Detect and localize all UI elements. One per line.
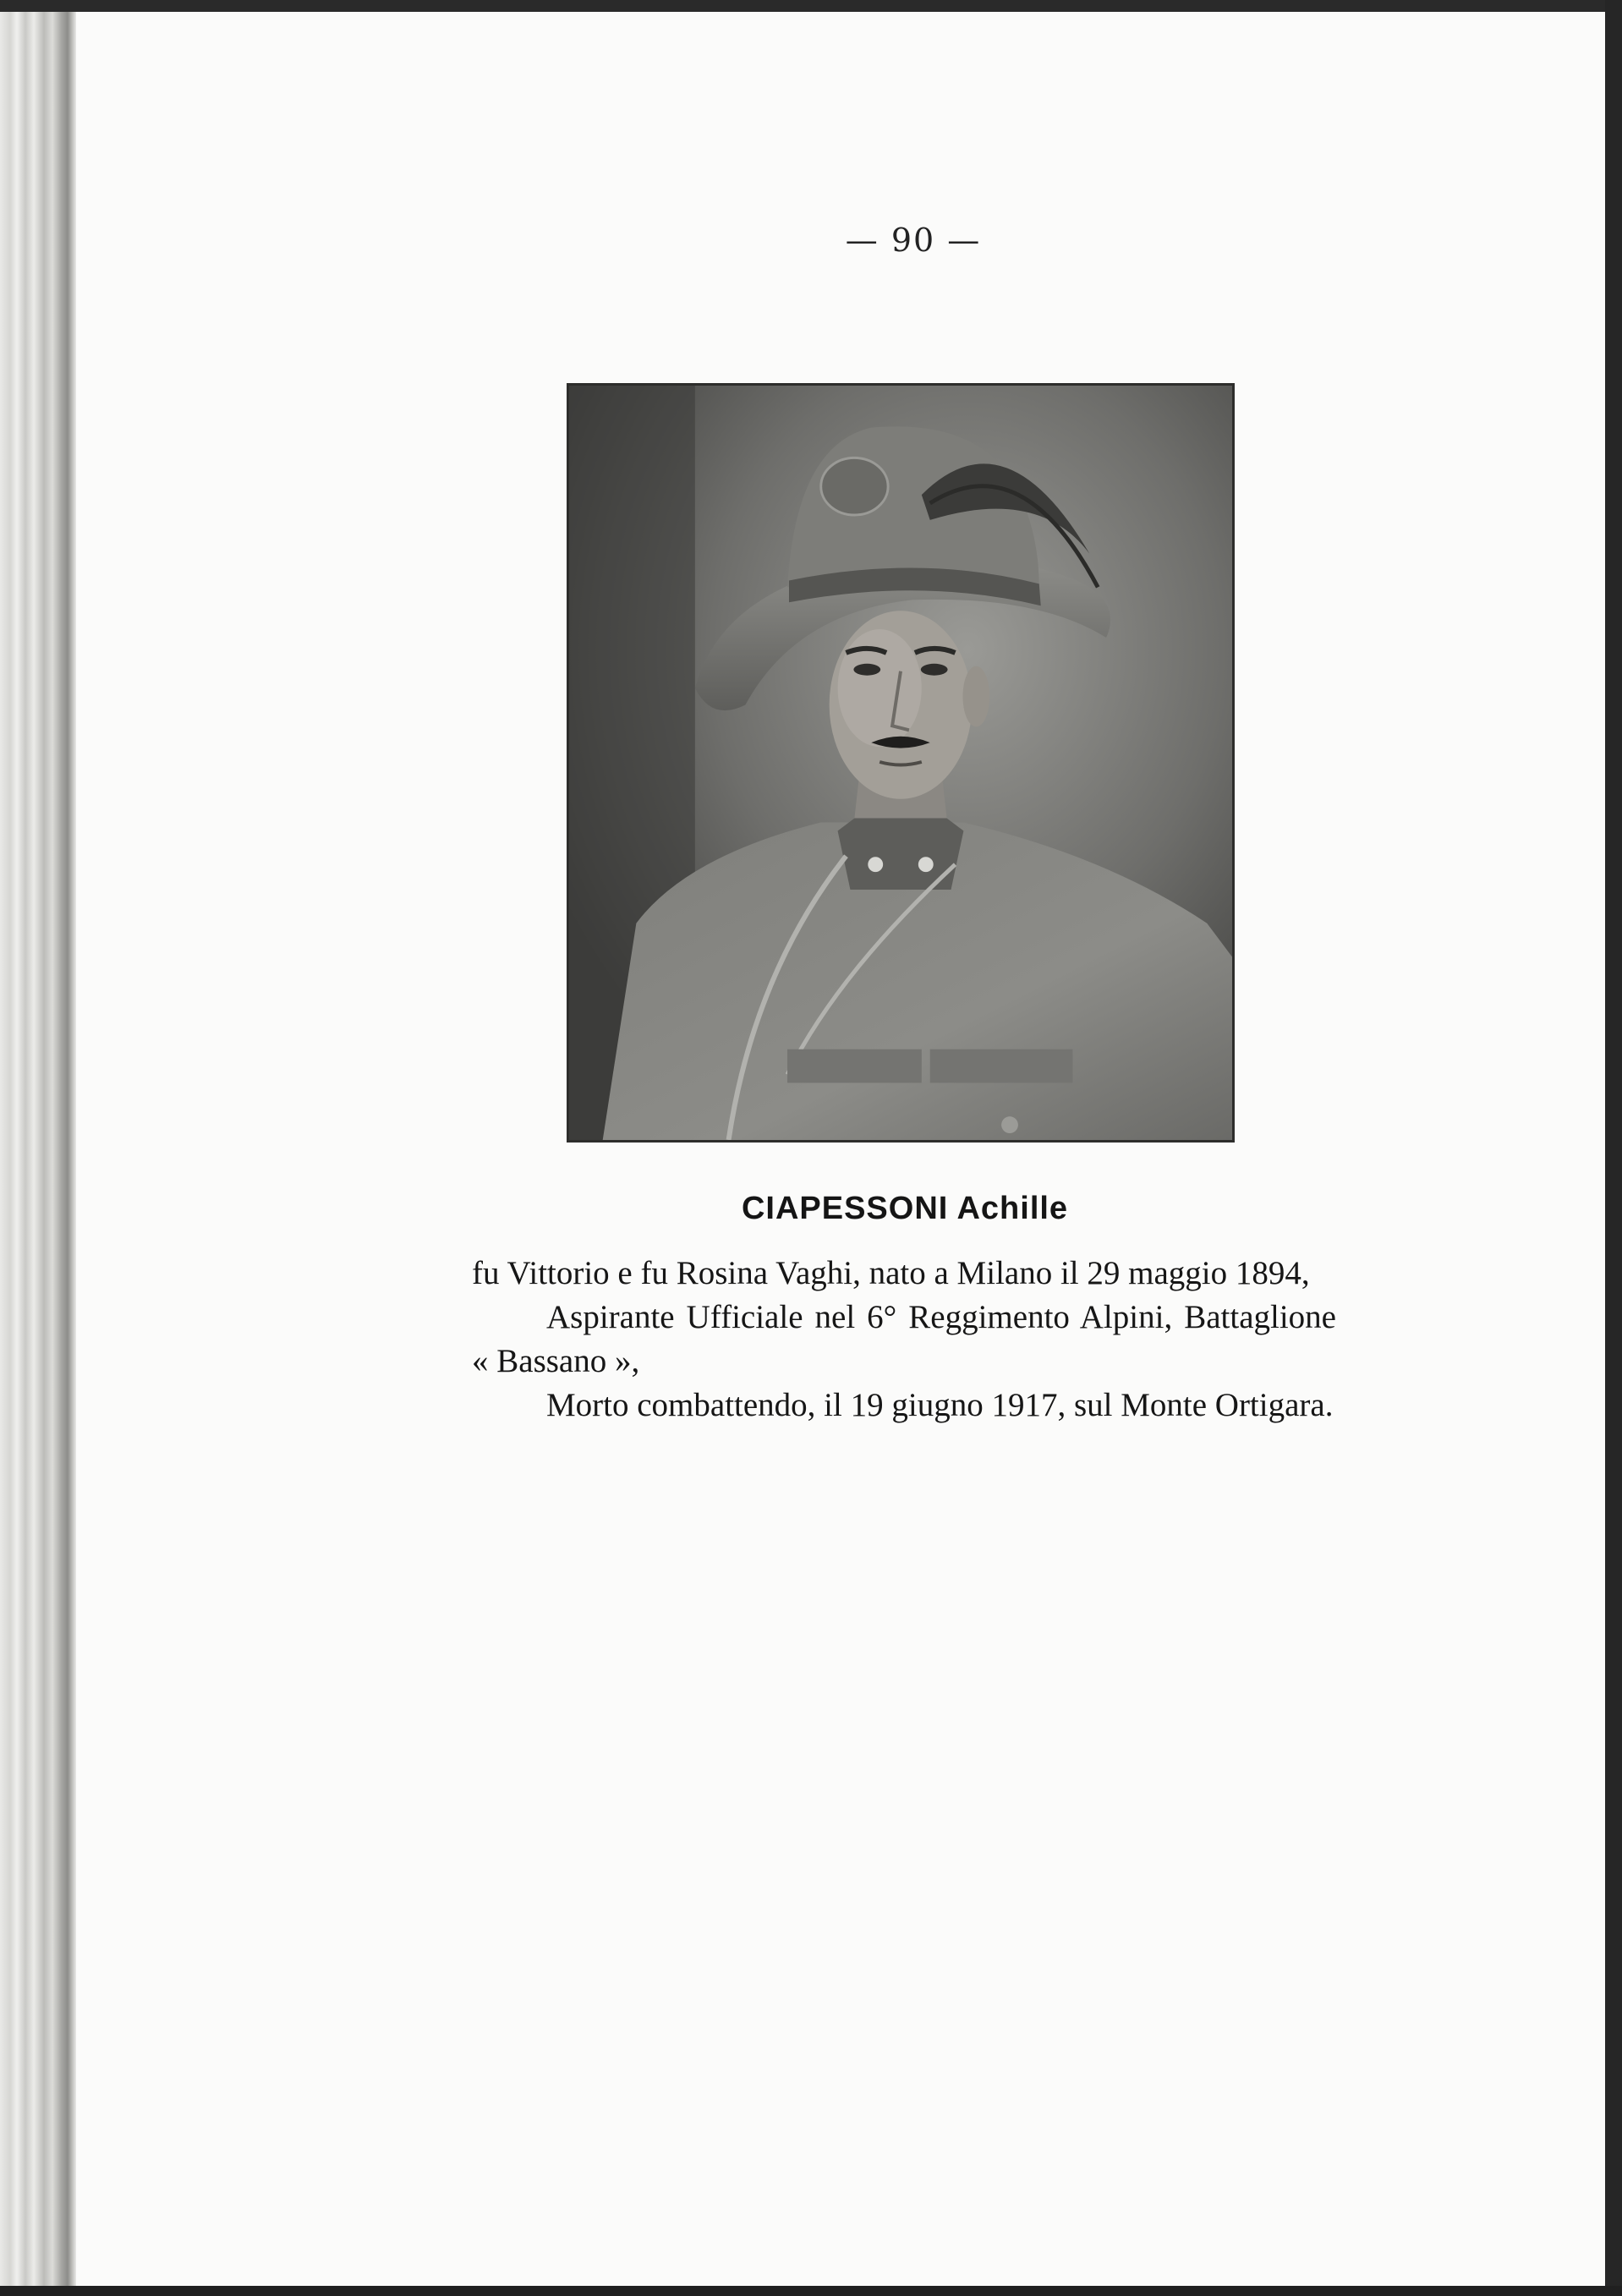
soldier-portrait-photo	[567, 383, 1235, 1143]
scan-frame-right	[1605, 0, 1622, 2296]
scan-frame-bottom	[0, 2286, 1622, 2296]
bio-paragraph-parents-birth: fu Vittorio e fu Rosina Vaghi, nato a Milano il 29 maggio 1894,	[472, 1255, 1310, 1291]
book-page	[76, 12, 1605, 2286]
book-page-edges	[0, 12, 76, 2286]
person-name-heading: CIAPESSONI Achille	[741, 1191, 1069, 1226]
bio-paragraph-death: Morto combattendo, il 19 giugno 1917, sul Monte Ortigara.	[546, 1387, 1334, 1423]
biography-text	[472, 1252, 1336, 1427]
scan-frame-top	[0, 0, 1622, 12]
portrait-illustration	[569, 386, 1232, 1140]
bio-paragraph-rank-unit: Aspirante Ufficiale nel 6° Reggimento Alpini, Battaglione « Bassano »,	[472, 1299, 1336, 1379]
page-number: — 90 —	[845, 222, 982, 259]
